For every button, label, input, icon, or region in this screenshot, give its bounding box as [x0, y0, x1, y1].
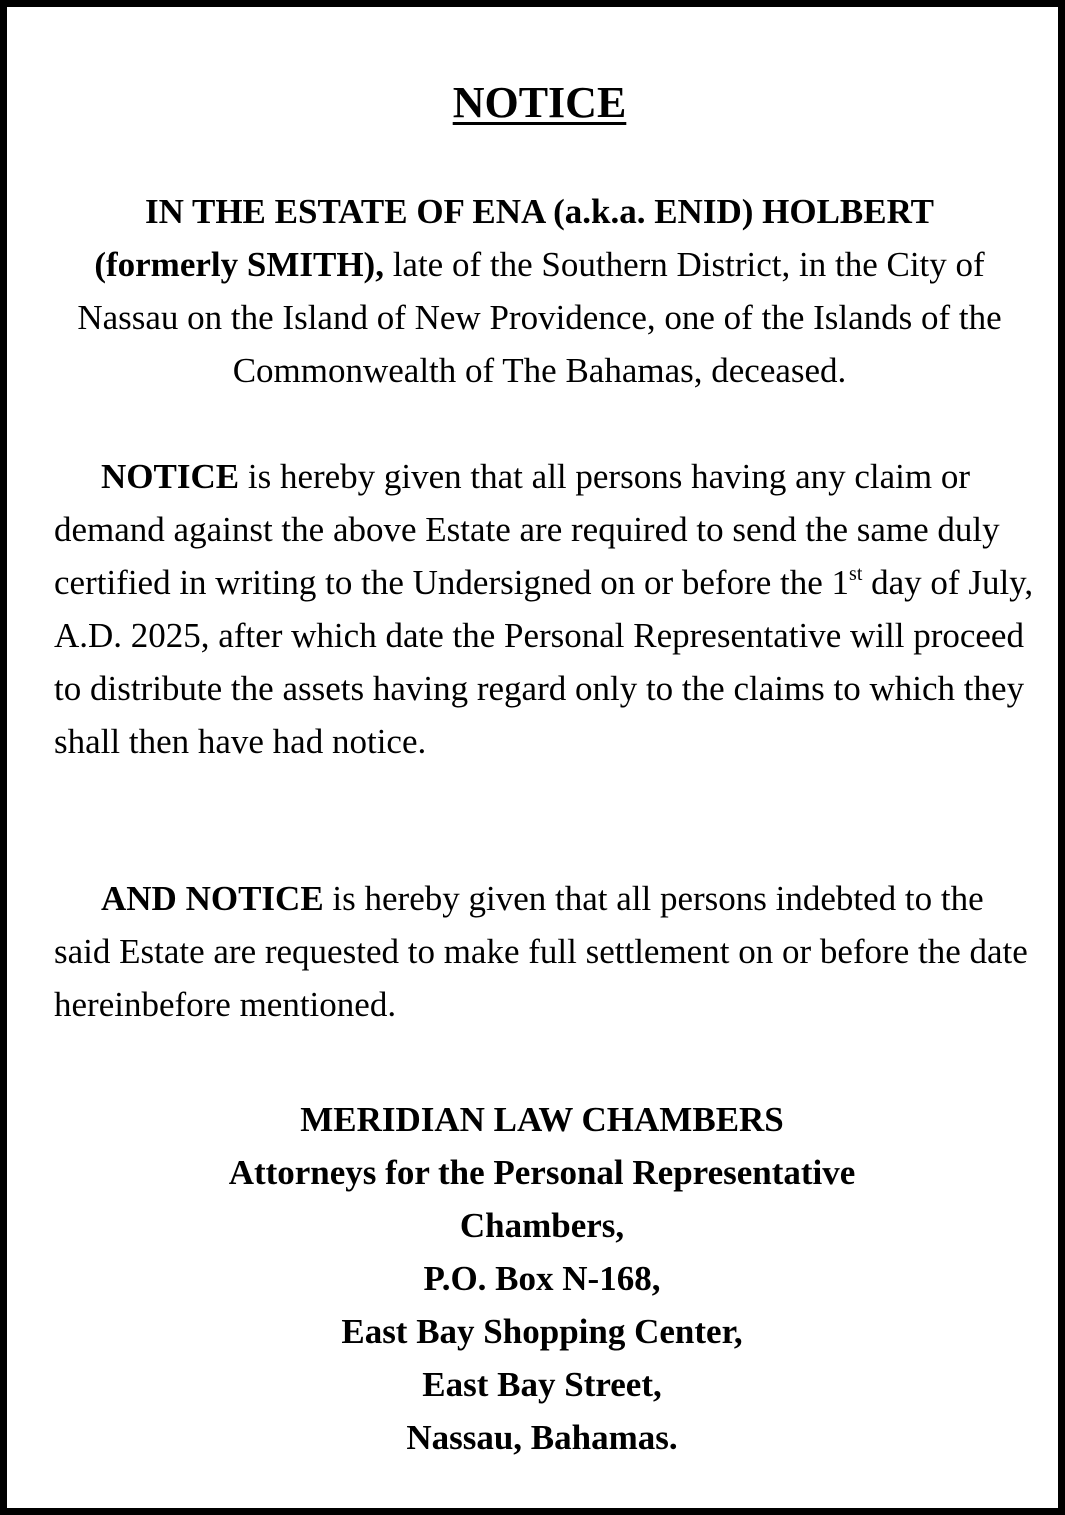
address-line: P.O. Box N-168, [423, 1259, 661, 1298]
firm-name: MERIDIAN LAW CHAMBERS [300, 1100, 784, 1139]
settlement-paragraph-text: is hereby given that all persons indebted to the said Estate are requested to make full settlement on or before the date hereinbefore mentioned. [54, 879, 1028, 1024]
claims-paragraph-lead: NOTICE [101, 457, 240, 496]
address-line: East Bay Street, [422, 1365, 662, 1404]
firm-role: Attorneys for the Personal Representative [228, 1153, 856, 1192]
estate-former-name: (formerly SMITH), [94, 245, 384, 284]
settlement-paragraph-lead: AND NOTICE [101, 879, 324, 918]
address-line: Chambers, [459, 1206, 625, 1245]
claims-paragraph-text-continued: day of July, A.D. 2025, after which date the Personal Representative will proceed to distribute the assets having regard only to the claims to which they shall then have had notice. [54, 563, 1034, 761]
estate-name-line: IN THE ESTATE OF ENA (a.k.a. ENID) HOLBERT [144, 192, 935, 231]
signature-block [7, 1093, 1065, 1464]
claims-paragraph [54, 450, 1044, 768]
claims-paragraph-text: is hereby given that all persons having any claim or demand against the above Estate are required to send the same duly certified in writing to the Undersigned on or before the 1 [54, 457, 1000, 602]
settlement-paragraph [54, 872, 1044, 1031]
address-line: Nassau, Bahamas. [406, 1418, 678, 1457]
ordinal-suffix: st [849, 563, 863, 585]
estate-heading [47, 185, 1032, 397]
estate-description: late of the Southern District, in the City of Nassau on the Island of New Providence, one of the Islands of the Commonwealth of The Bahamas, deceased. [77, 245, 1002, 390]
address-line: East Bay Shopping Center, [341, 1312, 743, 1351]
notice-title: NOTICE [452, 78, 627, 127]
